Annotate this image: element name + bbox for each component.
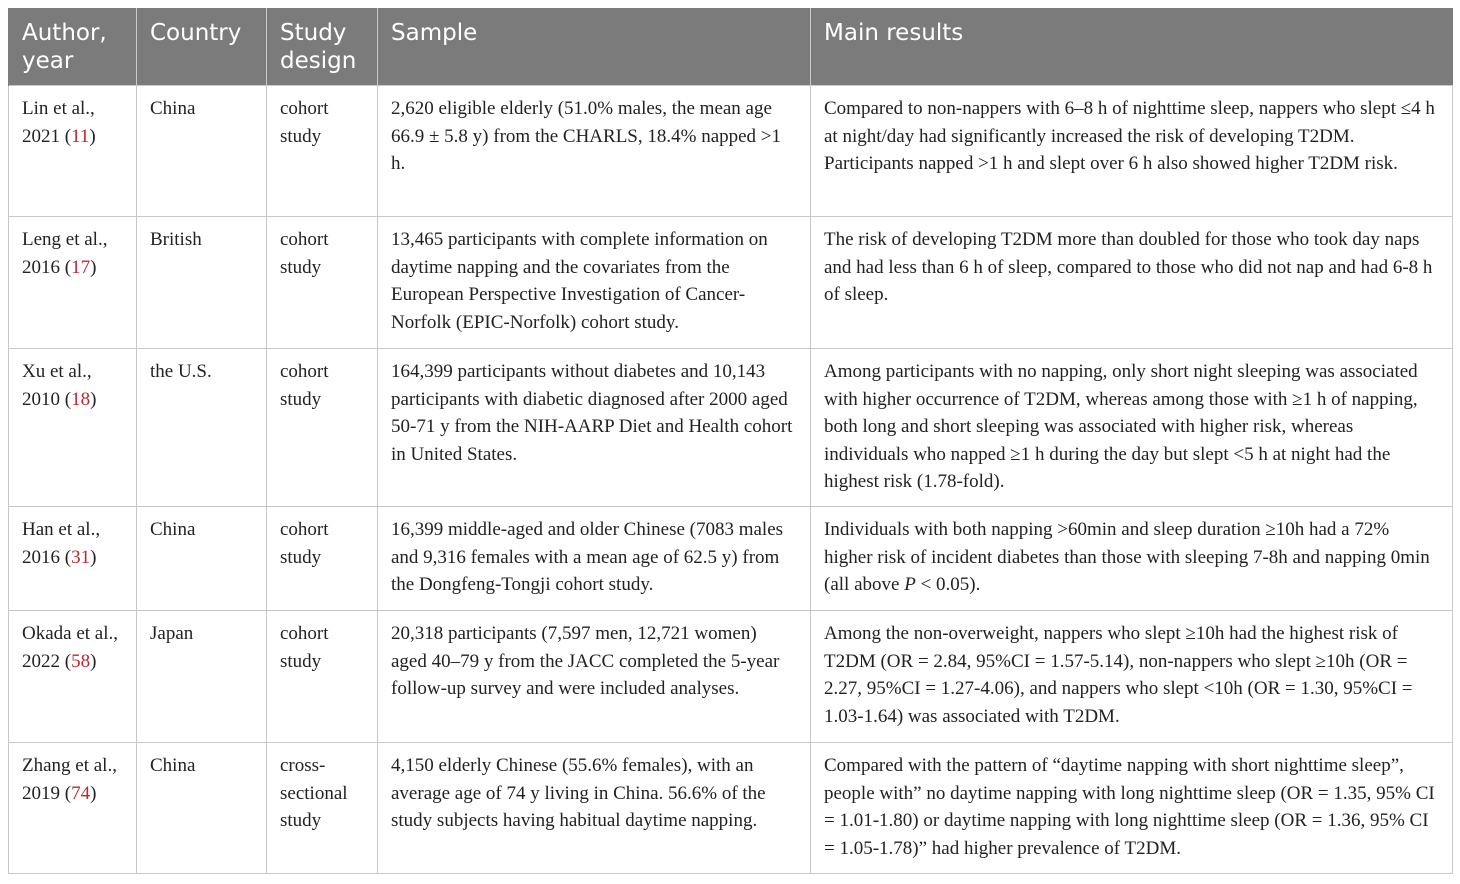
author-cell: Xu et al., 2010 (18) <box>9 349 137 507</box>
author-text: Leng et al., 2016 <box>22 229 108 278</box>
header-row <box>9 8 1453 86</box>
results-cell: Among participants with no napping, only short night sleeping was associated with higher occurrence of T2DM, whereas among those with ≥1 h of napping, both long and short sleeping was associated with higher risk, whereas individuals who napped ≥1 h during the day but slept <5 h at night had the highest risk (1.78-fold). <box>811 349 1453 507</box>
table-row <box>9 507 1453 611</box>
reference-link[interactable]: 17 <box>71 256 91 278</box>
sample-cell: 16,399 middle-aged and older Chinese (7083 males and 9,316 females with a mean age of 62.5 y) from the Dongfeng-Tongji cohort study. <box>378 507 811 611</box>
design-cell: cohort study <box>267 611 378 743</box>
design-cell: cohort study <box>267 507 378 611</box>
author-cell: Lin et al., 2021 (11) <box>9 86 137 217</box>
table-row <box>9 611 1453 743</box>
design-cell: cohort study <box>267 86 378 217</box>
country-cell: China <box>137 86 267 217</box>
author-text: Han et al., 2016 <box>22 519 101 568</box>
design-cell: cohort study <box>267 217 378 349</box>
results-cell <box>811 507 1453 611</box>
study-table <box>8 8 1453 874</box>
sample-cell: 4,150 elderly Chinese (55.6% females), with an average age of 74 y living in China. 56.6% of the study subjects having habitual daytime napping. <box>378 743 811 874</box>
author-text: Lin et al., 2021 <box>22 98 95 147</box>
results-cell: Compared with the pattern of “daytime napping with short nighttime sleep”, people with” no daytime napping with long nighttime sleep (OR = 1.35, 95% CI = 1.01-1.80) or daytime napping with long nighttime sleep (OR = 1.36, 95% CI = 1.05-1.78)” had higher prevalence of T2DM. <box>811 743 1453 874</box>
header-main-results: Main results <box>811 8 1453 86</box>
sample-cell: 164,399 participants without diabetes and 10,143 participants with diabetic diagnosed after 2000 aged 50-71 y from the NIH-AARP Diet and Health cohort in United States. <box>378 349 811 507</box>
results-cell: The risk of developing T2DM more than doubled for those who took day naps and had less than 6 h of sleep, compared to those who did not nap and had 6-8 h of sleep. <box>811 217 1453 349</box>
header-sample: Sample <box>378 8 811 86</box>
country-cell: China <box>137 507 267 611</box>
author-cell: Okada et al., 2022 (58) <box>9 611 137 743</box>
author-text: Xu et al., 2010 <box>22 361 92 410</box>
table-row <box>9 86 1453 217</box>
table-row <box>9 217 1453 349</box>
reference-link[interactable]: 11 <box>71 125 90 147</box>
sample-cell: 13,465 participants with complete information on daytime napping and the covariates from the European Perspective Investigation of Cancer-Norfolk (EPIC-Norfolk) cohort study. <box>378 217 811 349</box>
author-text: Zhang et al., 2019 <box>22 755 117 804</box>
country-cell: British <box>137 217 267 349</box>
reference-link[interactable]: 58 <box>71 650 91 672</box>
p-value-symbol: P <box>904 574 916 595</box>
author-text: Okada et al., 2022 <box>22 623 119 672</box>
country-cell: the U.S. <box>137 349 267 507</box>
table-body <box>9 86 1453 874</box>
results-cell: Among the non-overweight, nappers who slept ≥10h had the highest risk of T2DM (OR = 2.84, 95%CI = 1.57-5.14), non-nappers who slept ≥10h (OR = 2.27, 95%CI = 1.27-4.06), and nappers who slept <10h (OR = 1.30, 95%CI = 1.03-1.64) was associated with T2DM. <box>811 611 1453 743</box>
country-cell: Japan <box>137 611 267 743</box>
header-study-design: Study design <box>267 8 378 86</box>
author-cell: Leng et al., 2016 (17) <box>9 217 137 349</box>
results-cell: Compared to non-nappers with 6–8 h of nighttime sleep, nappers who slept ≤4 h at night/day had significantly increased the risk of developing T2DM. Participants napped >1 h and slept over 6 h also showed higher T2DM risk. <box>811 86 1453 217</box>
author-cell: Zhang et al., 2019 (74) <box>9 743 137 874</box>
results-text-end: < 0.05). <box>915 574 981 595</box>
design-cell: cross-sectional study <box>267 743 378 874</box>
table-header <box>9 8 1453 86</box>
table-row <box>9 349 1453 507</box>
design-cell: cohort study <box>267 349 378 507</box>
results-text: Individuals with both napping >60min and sleep duration ≥10h had a 72% higher risk of incident diabetes than those with sleeping 7-8h and napping 0min (all above <box>824 519 1430 595</box>
reference-link[interactable]: 18 <box>71 388 91 410</box>
sample-cell: 20,318 participants (7,597 men, 12,721 women) aged 40–79 y from the JACC completed the 5-year follow-up survey and were included analyses. <box>378 611 811 743</box>
reference-link[interactable]: 31 <box>71 546 91 568</box>
country-cell: China <box>137 743 267 874</box>
reference-link[interactable]: 74 <box>71 782 91 804</box>
sample-cell: 2,620 eligible elderly (51.0% males, the mean age 66.9 ± 5.8 y) from the CHARLS, 18.4% napped >1 h. <box>378 86 811 217</box>
author-cell: Han et al., 2016 (31) <box>9 507 137 611</box>
header-country: Country <box>137 8 267 86</box>
table-row <box>9 743 1453 874</box>
header-author-year: Author, year <box>9 8 137 86</box>
